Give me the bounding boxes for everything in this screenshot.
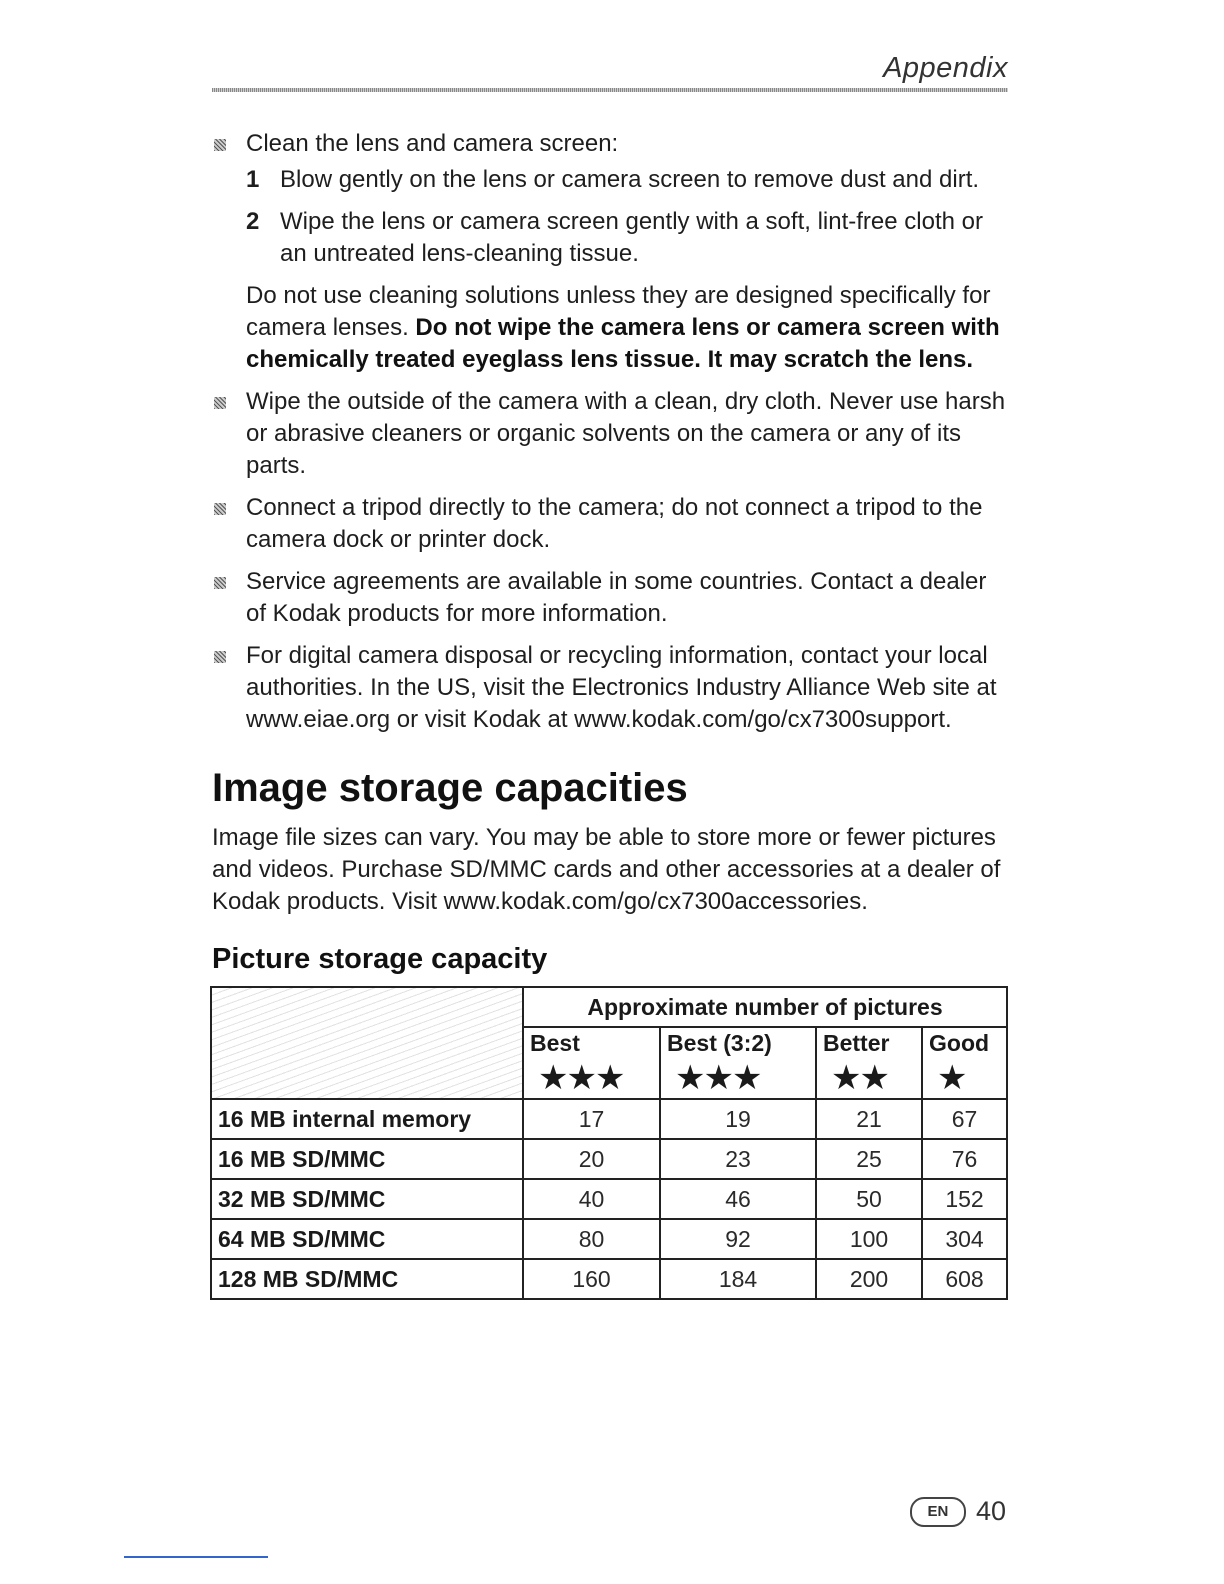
column-label: Better (823, 1030, 890, 1056)
column-best-3-2 (660, 1027, 816, 1099)
step-number: 2 (246, 208, 260, 235)
table-cell: 23 (660, 1139, 816, 1179)
note-text: Do not use cleaning solutions unless they are designed specifically for camera lenses. (246, 282, 991, 341)
table-cell: 25 (816, 1139, 922, 1179)
bullet-text: Service agreements are available in some countries. Contact a dealer of Kodak products for more information. (246, 568, 987, 627)
header-title: Appendix (883, 52, 1008, 84)
table-cell: 50 (816, 1179, 922, 1219)
bullet-clean-lens (212, 128, 1008, 376)
step-text: Wipe the lens or camera screen gently with a soft, lint-free cloth or an untreated lens-cleaning tissue. (280, 208, 983, 267)
section-title: Image storage capacities (212, 766, 688, 810)
star-icon: ★ (937, 1059, 966, 1097)
step-item (246, 206, 1008, 270)
table-row (211, 1219, 1007, 1259)
star-icon: ★★★ (675, 1059, 761, 1097)
bullet-icon (214, 139, 226, 151)
table-cell: 100 (816, 1219, 922, 1259)
column-better (816, 1027, 922, 1099)
bullet-icon (214, 397, 226, 409)
table-cell: 21 (816, 1099, 922, 1139)
bullet-icon (214, 577, 226, 589)
star-icon: ★★ (831, 1059, 888, 1097)
row-label: 16 MB internal memory (211, 1099, 523, 1139)
bullet-service (212, 566, 1008, 630)
table-cell: 92 (660, 1219, 816, 1259)
language-badge-icon: EN (910, 1497, 966, 1527)
bullet-text: For digital camera disposal or recycling information, contact your local authorities. In the US, visit the Electronics Industry Alliance Web site at www.eiae.org or visit Kodak at www.kodak.com/go/cx7300support. (246, 642, 997, 733)
table-cell: 67 (922, 1099, 1007, 1139)
picture-capacity-table (210, 986, 1008, 1300)
subsection-title: Picture storage capacity (212, 943, 548, 975)
bullet-text: Clean the lens and camera screen: (246, 130, 619, 157)
table-row (211, 1259, 1007, 1299)
row-label: 16 MB SD/MMC (211, 1139, 523, 1179)
bullet-text: Connect a tripod directly to the camera; do not connect a tripod to the camera dock or printer dock. (246, 494, 983, 553)
page-content (212, 128, 1008, 1300)
header-rule (212, 88, 1008, 92)
page-footer (910, 1496, 1006, 1527)
table-cell: 200 (816, 1259, 922, 1299)
column-good (922, 1027, 1007, 1099)
bullet-wipe-outside (212, 386, 1008, 482)
table-cell: 304 (922, 1219, 1007, 1259)
note-warning: Do not wipe the camera lens or camera screen with chemically treated eyeglass lens tissue. It may scratch the lens. (246, 314, 1000, 373)
table-cell: 46 (660, 1179, 816, 1219)
table-header-row (211, 987, 1007, 1027)
table-row (211, 1179, 1007, 1219)
step-number: 1 (246, 166, 260, 193)
table-corner-cell (211, 987, 523, 1099)
column-label: Best (3:2) (667, 1030, 772, 1056)
bullet-disposal (212, 640, 1008, 736)
table-cell: 184 (660, 1259, 816, 1299)
table-cell: 608 (922, 1259, 1007, 1299)
table-cell: 40 (523, 1179, 660, 1219)
row-label: 32 MB SD/MMC (211, 1179, 523, 1219)
row-label: 128 MB SD/MMC (211, 1259, 523, 1299)
column-label: Good (929, 1030, 990, 1056)
column-label: Best (530, 1030, 580, 1056)
bullet-tripod (212, 492, 1008, 556)
cleaning-note (246, 280, 1008, 376)
bullet-icon (214, 651, 226, 663)
column-best (523, 1027, 660, 1099)
bullet-icon (214, 503, 226, 515)
table-cell: 17 (523, 1099, 660, 1139)
row-label: 64 MB SD/MMC (211, 1219, 523, 1259)
table-cell: 76 (922, 1139, 1007, 1179)
group-header: Approximate number of pictures (523, 987, 1007, 1027)
section-intro: Image file sizes can vary. You may be able to store more or fewer pictures and videos. Purchase SD/MMC cards and other accessories at a dealer of Kodak products. Visit www.kodak.com/go/cx7300accessories. (212, 824, 1001, 915)
star-icon: ★★★ (538, 1059, 624, 1097)
table-cell: 152 (922, 1179, 1007, 1219)
table-cell: 160 (523, 1259, 660, 1299)
page-header (212, 52, 1008, 92)
table-row (211, 1099, 1007, 1139)
table-cell: 80 (523, 1219, 660, 1259)
table-cell: 19 (660, 1099, 816, 1139)
step-text: Blow gently on the lens or camera screen to remove dust and dirt. (280, 166, 980, 193)
cleaning-steps (246, 164, 1008, 270)
page-number: 40 (975, 1496, 1006, 1526)
footer-rule (124, 1556, 268, 1558)
table-cell: 20 (523, 1139, 660, 1179)
bullet-text: Wipe the outside of the camera with a clean, dry cloth. Never use harsh or abrasive cleaners or organic solvents on the camera or any of its parts. (246, 388, 1006, 479)
table-row (211, 1139, 1007, 1179)
step-item (246, 164, 1008, 196)
